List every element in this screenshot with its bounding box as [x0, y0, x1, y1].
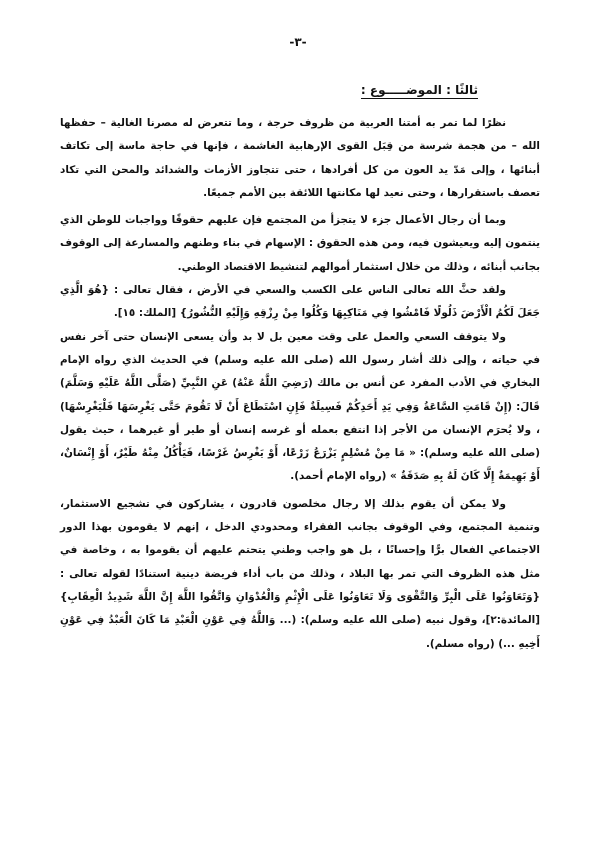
paragraph-hadith-planting: ولا يتوقف السعي والعمل على وقت معين بل لا بد وأن يسعى الإنسان حتى آخر نفس في حياته ، وإلى ذلك أشار رسول الله (صلى الله عليه وسلم) في الحديث الذي رواه الإمام البخاري في الأدب المفرد عن أنس بن مالك (رَضِيَ اللَّهُ عَنْهُ) عَنِ النَّبِيِّ (صَلَّى اللَّهُ عَلَيْهِ وَسَلَّمَ) قَالَ: (إِنْ قَامَتِ السَّاعَةُ وَفِي يَدِ أَحَدِكُمْ فَسِيلَةٌ فَإِنِ اسْتَطَاعَ أَنْ لَا تَقُومَ حَتَّى يَغْرِسَهَا فَلْيَغْرِسْهَا) ، ولا يُحرَم الإنسان من الأجر إذا انتفع بعمله أو غرسه إنسان أو طير أو غيرهما ، حيث يقول (صلى الله عليه وسلم): « مَا مِنْ مُسْلِمٍ يَزْرَعُ زَرْعًا، أَوْ يَغْرِسُ غَرْسًا، فَيَأْكُلُ مِنْهُ طَيْرٌ، أَوْ إِنْسَانٌ، أَوْ بَهِيمَةٌ إِلَّا كَانَ لَهُ بِهِ صَدَقَةٌ » (رواه الإمام أحمد).	[60, 330, 540, 483]
body-text	[60, 112, 540, 656]
paragraph-businessmen-duties: وبما أن رجال الأعمال جزء لا يتجزأ من المجتمع فإن عليهم حقوقًا وواجبات للوطن الذي ينتمون إليه ويعيشون فيه، ومن هذه الحقوق : الإسهام في بناء وطنهم والمسارعة إلى الوقوف بجانب أبنائه ، وذلك من خلال استثمار أموالهم لتنشيط الاقتصاد الوطني.	[60, 214, 540, 273]
paragraph-cooperation: ولا يمكن أن يقوم بذلك إلا رجال مخلصون قادرون ، يشاركون في تشجيع الاستثمار، وتنمية المجتمع، وفي الوقوف بجانب الفقراء ومحدودي الدخل ، إنهم لا يقومون بهذا الدور الاجتماعي الفعال برًّا وإحسانًا ، بل هو واجب وطني يتحتم عليهم أن يقوموا به ، وخاصة في مثل هذه الظروف التي تمر بها البلاد ، وذلك من باب أداء فريضة دينية استنادًا لقوله تعالى : {وَتَعَاوَنُوا عَلَى الْبِرِّ وَالتَّقْوَى وَلَا تَعَاوَنُوا عَلَى الْإِثْمِ وَالْعُدْوَانِ وَاتَّقُوا اللَّهَ إِنَّ اللَّهَ شَدِيدُ الْعِقَابِ} [المائدة:٢]، وقول نبيه (صلى الله عليه وسلم): (... وَاللَّهُ فِي عَوْنِ الْعَبْدِ مَا كَانَ الْعَبْدُ فِي عَوْنِ أَخِيهِ ...) (رواه مسلم).	[60, 497, 540, 650]
paragraph-intro: نظرًا لما تمر به أمتنا العربية من ظروف حرجة ، وما تتعرض له مصرنا الغالية – حفظها الله – من هجمة شرسة من قِبَل القوى الإرهابية الغاشمة ، فإنها في حاجة ماسة إلى تكاتف أبنائها ، وإلى مَدّ يد العون من كل أفرادها ، حتى تتجاوز الأزمات والشدائد والمحن التي تكاد تعصف باستقرارها ، وحتى نعيد لها مكانتها اللائقة بين الأمم جميعًا.	[60, 117, 540, 199]
page-number: -٣-	[289, 35, 307, 49]
paragraph-quran-earning: ولقد حثَّ الله تعالى الناس على الكسب والسعي في الأرض ، فقال تعالى : {هُوَ الَّذِي جَعَلَ لَكُمُ الْأَرْضَ ذَلُولًا فَامْشُوا فِي مَنَاكِبِهَا وَكُلُوا مِنْ رِزْقِهِ وَإِلَيْهِ النُّشُورُ} [الملك: ١٥].	[60, 284, 540, 320]
section-heading: ثالثًا : الموضـــــوع :	[360, 83, 478, 97]
